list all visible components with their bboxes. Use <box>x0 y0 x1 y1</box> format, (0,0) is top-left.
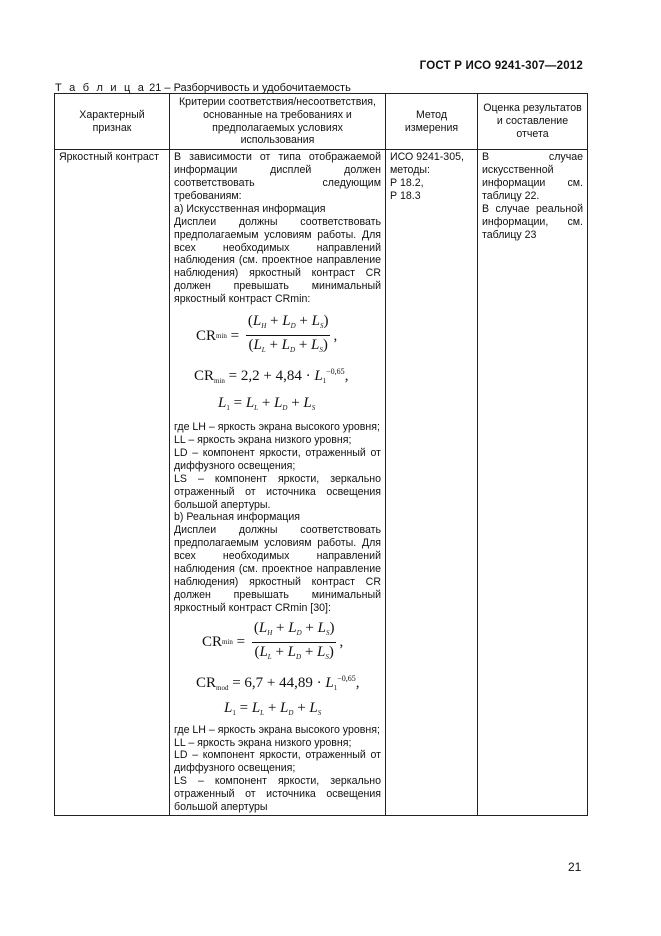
table-header-row <box>55 94 588 150</box>
formula-symbol: CR <box>202 634 223 651</box>
caption-text: 21 – Разборчивость и удобочитаемость <box>149 82 351 94</box>
formula-constant: = 6,7 + 44,89 · <box>232 674 322 691</box>
criteria-cell <box>170 150 386 816</box>
method-line: ИСО 9241-305, методы: <box>390 151 464 177</box>
formula-subscript: min <box>214 377 225 386</box>
header-reporting: Оценка результатов и составление отчета <box>478 94 588 150</box>
definitions-artificial <box>174 421 381 511</box>
definition-ld: LD – компонент яркости, отраженный от диффузного освещения; <box>174 446 381 472</box>
fraction: $\frac{(L_H + L_D + L_S)}{(L_L + L_D + L_S)}$ <box>253 619 335 661</box>
reporting-line: В случае реальной информации, см. таблицу 23 <box>482 202 583 241</box>
definition-ls: LS – компонент яркости, зеркально отраженный от источника освещения большой апертуры <box>174 775 381 814</box>
formula-subscript: min <box>222 638 233 647</box>
real-info-text: Дисплеи должны соответствовать предполагаемым условиям работы. Для всех необходимых направлений наблюдения (см. проектное направление наблюдения) яркостный контраст CR должен превышать минимальный яркостный контраст CRmin [30]: <box>174 524 381 614</box>
formula-l1-real: $L_1 = L_L + L_D + L_S$ <box>224 699 322 717</box>
artificial-info-text: Дисплеи должны соответствовать предполагаемым условиям работы. Для всех необходимых направлений наблюдения (см. проектное направление наблюдения) яркостный контраст CR должен превышать минимальный яркостный контраст CRmin: <box>174 215 381 306</box>
formula-exponent: −0,65 <box>326 367 345 377</box>
page-number: 21 <box>568 860 582 874</box>
header-method: Метод измерения <box>386 94 478 150</box>
header-criteria: Критерии соответствия/несоответствия, основанные на требованиях и предполагаемых условиях использования <box>170 94 386 150</box>
definitions-real <box>174 724 381 814</box>
definition-ls: LS – компонент яркости, зеркально отраженный от источника освещения большой апертуры. <box>174 472 381 511</box>
formula-l1-artificial: $L_1 = L_L + L_D + L_S$ <box>218 395 316 413</box>
legibility-table <box>54 93 588 816</box>
formula-cr-min-real: CR min = $\frac{(L_H + L_D + L_S)}{(L_L + L_D + L_S)}$ , <box>202 619 381 666</box>
definition-lh: где LH – яркость экрана высокого уровня; <box>174 421 380 434</box>
formula-symbol: CR <box>194 368 215 385</box>
method-line: Р 18.3 <box>390 189 421 202</box>
definition-ll: LL – яркость экрана низкого уровня; <box>174 433 352 446</box>
standard-header: ГОСТ Р ИСО 9241-307—2012 <box>419 60 583 72</box>
fraction: $\frac{(L_H + L_D + L_S)}{(L_L + L_D + L_S)}$ <box>247 313 329 355</box>
formula-exponent: −0,65 <box>337 673 356 683</box>
artificial-info-title: а) Искусственная информация <box>174 202 326 215</box>
real-info-title: b) Реальная информация <box>174 511 301 524</box>
formula-subscript: min <box>216 331 227 340</box>
formula-cr-min-value-artificial: $CR_{min} = 2,2 + 4,84 \cdot L_1^{-0,65}$, <box>194 367 349 386</box>
definition-ld: LD – компонент яркости, отраженный от диффузного освещения; <box>174 749 381 775</box>
reporting-line: В случае искусственной информации см. таблицу 22. <box>482 151 583 202</box>
method-cell <box>386 150 478 816</box>
formula-constant: = 2,2 + 4,84 · <box>228 368 311 385</box>
formula-symbol: CR <box>196 327 217 344</box>
criteria-intro: В зависимости от типа отображаемой информации дисплей должен соответствовать следующим требованиям: <box>174 151 381 202</box>
definition-lh: где LH – яркость экрана высокого уровня; <box>174 723 380 736</box>
method-line: Р 18.2, <box>390 177 424 189</box>
formula-cr-min-artificial: CR min = $\frac{(L_H + L_D + L_S)}{(L_L + L_D + L_S)}$ , <box>196 312 381 359</box>
formula-symbol: CR <box>196 674 217 691</box>
header-feature: Характерный признак <box>55 94 170 150</box>
formula-cr-mod-real: $CR_{mod} = 6,7 + 44,89 \cdot L_1^{-0,65}$, <box>196 673 360 692</box>
table-row <box>55 150 588 816</box>
definition-ll: LL – яркость экрана низкого уровня; <box>174 736 352 749</box>
reporting-cell <box>478 150 588 816</box>
formula-subscript: mod <box>216 683 229 692</box>
caption-label: Т а б л и ц а <box>55 82 147 94</box>
feature-cell: Яркостный контраст <box>55 150 170 816</box>
